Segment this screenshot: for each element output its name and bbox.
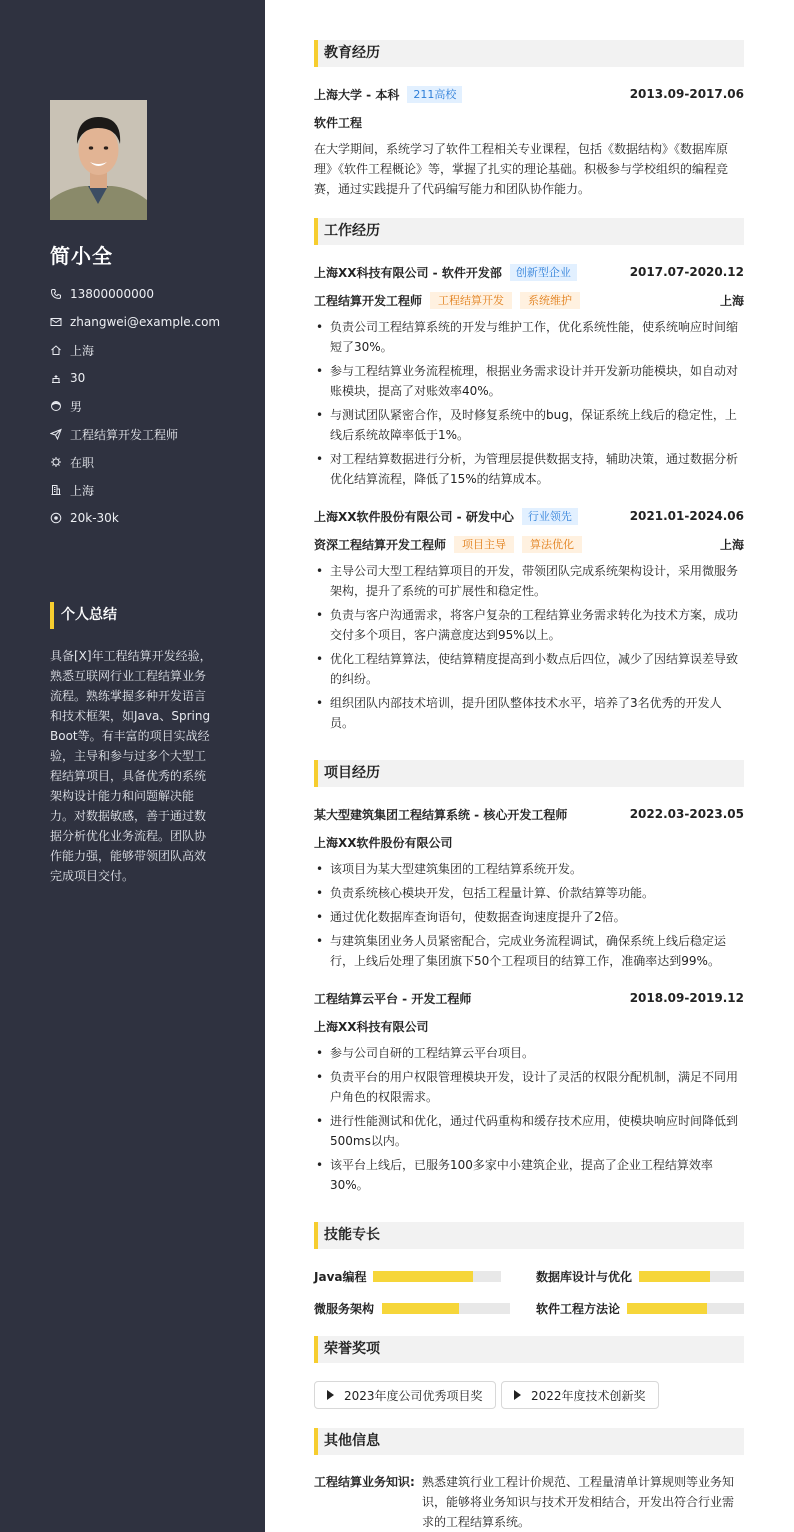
building-icon [50,484,62,496]
contact-age [50,364,250,392]
contact-position [50,420,250,448]
list-item: • 负责与客户沟通需求，将客户复杂的工程结算业务需求转化为技术方案，成功交付多个项目，客户满意度达到95%以上。 [314,605,744,645]
list-item: • 负责公司工程结算系统的开发与维护工作，优化系统性能，使系统响应时间缩短了30%。 [314,317,744,357]
job-1-bullets [314,317,744,493]
job-1-role-tag: 系统维护 [520,292,580,309]
sidebar [0,0,265,1532]
list-item: • 对工程结算数据进行分析，为管理层提供数据支持，辅助决策，通过数据分析优化结算流程，降低了15%的结算成本。 [314,449,744,489]
skill-bar [639,1271,744,1282]
skill-bar-fill [639,1271,710,1282]
job-2-header [314,506,744,526]
job-2-company-tag: 行业领先 [522,508,578,525]
project-2-period: 2018.09-2019.12 [629,991,744,1005]
education-title: 教育经历 [314,40,744,67]
other-label: 工程结算业务知识: [314,1475,415,1489]
education-tag: 211高校 [407,86,462,103]
skill-name: 微服务架构 [314,1301,375,1316]
project-1-company: 上海XX软件股份有限公司 [314,835,453,850]
contact-list [50,280,250,532]
skill-name: 软件工程方法论 [536,1301,621,1316]
job-1-header [314,262,744,282]
project-2-header [314,988,744,1008]
send-icon [50,428,62,440]
job-1-city: 上海 [719,293,744,308]
job-1-role: 工程结算开发工程师 [314,293,423,308]
list-item: • 参与工程结算业务流程梳理，根据业务需求设计并开发新功能模块，如自动对账模块，提高了对账效率40%。 [314,361,744,401]
contact-location [50,336,250,364]
salary-icon [50,512,62,524]
skills-title: 技能专长 [314,1222,744,1249]
project-2-bullets [314,1043,744,1199]
contact-salary [50,504,250,532]
project-1-bullets [314,859,744,975]
awards-title: 荣誉奖项 [314,1336,744,1363]
contact-email [50,308,250,336]
contact-gender [50,392,250,420]
play-icon [514,1390,521,1400]
job-2-role-row [314,534,744,554]
award-item [314,1381,496,1409]
job-2-role-tag: 算法优化 [522,536,582,553]
contact-phone [50,280,250,308]
project-1-period: 2022.03-2023.05 [629,807,744,821]
candidate-name: 简小全 [50,244,113,268]
contact-work-city [50,476,250,504]
skill-bar [382,1303,510,1314]
project-1-header [314,804,744,824]
list-item: • 负责平台的用户权限管理模块开发，设计了灵活的权限分配机制，满足不同用户角色的权限需求。 [314,1067,744,1107]
list-item: • 组织团队内部技术培训，提升团队整体技术水平，培养了3名优秀的开发人员。 [314,693,744,733]
education-major: 软件工程 [314,115,363,130]
skill-bar-fill [382,1303,459,1314]
education-school: 上海大学 - 本科 [314,87,400,102]
job-2-role: 资深工程结算开发工程师 [314,537,447,552]
status-icon [50,456,62,468]
age-icon [50,372,62,384]
skill-bar [373,1271,501,1282]
avatar [50,100,147,220]
contact-status [50,448,250,476]
job-2-period: 2021.01-2024.06 [629,509,744,523]
contact-gender-text: 男 [70,399,83,414]
skill-name: Java编程 [314,1269,367,1284]
job-2-role-tag: 项目主导 [454,536,514,553]
contact-age-text: 30 [70,371,86,385]
other-title: 其他信息 [314,1428,744,1455]
job-1-company-tag: 创新型企业 [510,264,577,281]
project-2-company-row [314,1016,744,1036]
job-2-city: 上海 [719,537,744,552]
job-1-role-tag: 工程结算开发 [430,292,512,309]
contact-position-text: 工程结算开发工程师 [70,427,179,442]
job-1-period: 2017.07-2020.12 [629,265,744,279]
award-label: 2022年度技术创新奖 [531,1388,646,1403]
education-header [314,84,744,104]
skill-bar-fill [373,1271,473,1282]
skill-bar-fill [627,1303,707,1314]
education-major-row [314,112,744,132]
list-item: • 进行性能测试和优化，通过代码重构和缓存技术应用，使模块响应时间降低到500ms以内。 [314,1111,744,1151]
list-item: • 该平台上线后，已服务100多家中小建筑企业，提高了企业工程结算效率30%。 [314,1155,744,1195]
job-2-bullets [314,561,744,737]
skill-name: 数据库设计与优化 [536,1269,633,1284]
play-icon [327,1390,334,1400]
contact-status-text: 在职 [70,455,95,470]
education-period: 2013.09-2017.06 [629,87,744,101]
avatar-portrait [50,100,147,220]
list-item: • 与建筑集团业务人员紧密配合，完成业务流程调试，确保系统上线后稳定运行，上线后处理了集团旗下50个工程项目的结算工作，准确率达到99%。 [314,931,744,971]
contact-salary-text: 20k-30k [70,511,119,525]
list-item: • 该项目为某大型建筑集团的工程结算系统开发。 [314,859,744,879]
projects-title: 项目经历 [314,760,744,787]
award-item [501,1381,659,1409]
contact-phone-text: 13800000000 [70,287,154,301]
other-text: 熟悉建筑行业工程计价规范、工程量清单计算规则等业务知识，能够将业务知识与技术开发相结合，开发出符合行业需求的工程结算系统。 [422,1475,735,1529]
project-1-name: 某大型建筑集团工程结算系统 - 核心开发工程师 [314,807,568,822]
education-description: 在大学期间，系统学习了软件工程相关专业课程，包括《数据结构》《数据库原理》《软件工程概论》等，掌握了扎实的理论基础。积极参与学校组织的编程竞赛，通过实践提升了代码编写能力和团队协作能力。 [314,142,729,196]
list-item: • 通过优化数据库查询语句，使数据查询速度提升了2倍。 [314,907,744,927]
project-2-company: 上海XX科技有限公司 [314,1019,429,1034]
gender-icon [50,400,62,412]
skill-bar [627,1303,744,1314]
job-1-company: 上海XX科技有限公司 - 软件开发部 [314,265,502,280]
summary-title: 个人总结 [50,602,117,629]
work-title: 工作经历 [314,218,744,245]
list-item: • 参与公司自研的工程结算云平台项目。 [314,1043,744,1063]
list-item: • 与测试团队紧密合作，及时修复系统中的bug，保证系统上线后的稳定性，上线后系统故障率低于1%。 [314,405,744,445]
home-icon [50,344,62,356]
summary-text: 具备[X]年工程结算开发经验，熟悉互联网行业工程结算业务流程。熟练掌握多种开发语言和技术框架，如Java、Spring Boot等。有丰富的项目实战经验，主导和参与过多个大型工程结算项目，具备优秀的系统架构设计能力和问题解决能力。对数据敏感，善于通过数据分析优化业务流程。团队协作能力强，能够带领团队高效完成项目交付。 [50,649,212,883]
job-1-role-row [314,290,744,310]
contact-email-text: zhangwei@example.com [70,315,221,329]
mail-icon [50,316,62,328]
award-label: 2023年度公司优秀项目奖 [344,1388,483,1403]
job-2-company: 上海XX软件股份有限公司 - 研发中心 [314,509,514,524]
phone-icon [50,288,62,300]
project-1-company-row [314,832,744,852]
list-item: • 主导公司大型工程结算项目的开发，带领团队完成系统架构设计，采用微服务架构，提升了系统的可扩展性和稳定性。 [314,561,744,601]
contact-location-text: 上海 [70,343,95,358]
list-item: • 优化工程结算算法，使结算精度提高到小数点后四位，减少了因结算误差导致的纠纷。 [314,649,744,689]
project-2-name: 工程结算云平台 - 开发工程师 [314,991,472,1006]
contact-work-city-text: 上海 [70,483,95,498]
list-item: • 负责系统核心模块开发，包括工程量计算、价款结算等功能。 [314,883,744,903]
